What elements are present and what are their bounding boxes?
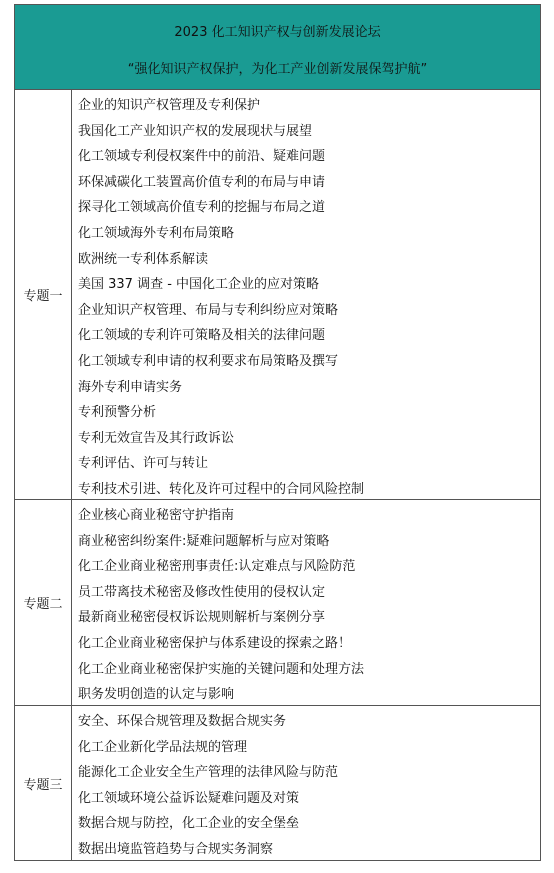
list-item: 专利技术引进、转化及许可过程中的合同风险控制 — [78, 481, 365, 497]
list-item: 美国 337 调查 - 中国化工企业的应对策略 — [78, 277, 320, 293]
list-item: 专利预警分析 — [78, 405, 157, 421]
list-item: 化工领域专利侵权案件中的前沿、疑难问题 — [78, 149, 326, 165]
topic-label: 专题一 — [15, 90, 72, 499]
list-item: 员工带离技术秘密及修改性使用的侵权认定 — [78, 584, 326, 600]
list-item: 化工领域专利申请的权利要求布局策略及撰写 — [78, 353, 339, 369]
list-item: 安全、环保合规管理及数据合规实务 — [78, 714, 287, 729]
list-item: 企业的知识产权管理及专利保护 — [78, 98, 261, 113]
list-item: 职务发明创造的认定与影响 — [78, 687, 235, 703]
list-item: 化工领域环境公益诉讼疑难问题及对策 — [78, 790, 300, 806]
forum-title: 2023 化工知识产权与创新发展论坛 — [174, 25, 381, 40]
list-item: 化工企业商业秘密保护与体系建设的探索之路！ — [78, 635, 352, 651]
list-item: 最新商业秘密侵权诉讼规则解析与案例分享 — [78, 610, 326, 626]
list-item: 我国化工产业知识产权的发展现状与展望 — [78, 123, 313, 139]
topic-list — [72, 706, 540, 860]
list-item: 化工领域的专利许可策略及相关的法律问题 — [78, 328, 326, 344]
topic-list — [72, 90, 540, 499]
list-item: 探寻化工领域高价值专利的挖掘与布局之道 — [78, 200, 326, 216]
list-item: 专利评估、许可与转让 — [78, 456, 209, 472]
list-item: 海外专利申请实务 — [78, 379, 183, 395]
list-item: 环保减碳化工装置高价值专利的布局与申请 — [78, 174, 326, 190]
forum-topics-table — [14, 4, 541, 861]
list-item: 专利无效宣告及其行政诉讼 — [78, 430, 235, 446]
list-item: 化工领域海外专利布局策略 — [78, 225, 235, 241]
topic-section-3 — [15, 706, 540, 860]
topic-label: 专题三 — [15, 706, 72, 860]
list-item: 欧洲统一专利体系解读 — [78, 251, 209, 267]
topic-label: 专题二 — [15, 500, 72, 705]
list-item: 化工企业新化学品法规的管理 — [78, 739, 248, 755]
table-header — [15, 5, 540, 90]
list-item: 数据出境监管趋势与合规实务洞察 — [78, 841, 274, 857]
forum-slogan: “强化知识产权保护，为化工产业创新发展保驾护航” — [127, 62, 428, 77]
list-item: 企业核心商业秘密守护指南 — [78, 508, 235, 523]
topic-section-1 — [15, 90, 540, 500]
list-item: 企业知识产权管理、布局与专利纠纷应对策略 — [78, 302, 339, 318]
list-item: 数据合规与防控，化工企业的安全堡垒 — [78, 816, 300, 832]
list-item: 化工企业商业秘密保护实施的关键问题和处理方法 — [78, 661, 365, 677]
list-item: 商业秘密纠纷案件:疑难问题解析与应对策略 — [78, 533, 330, 549]
list-item: 化工企业商业秘密刑事责任:认定难点与风险防范 — [78, 559, 356, 575]
list-item: 能源化工企业安全生产管理的法律风险与防范 — [78, 765, 339, 781]
topic-section-2 — [15, 500, 540, 706]
topic-list — [72, 500, 540, 705]
